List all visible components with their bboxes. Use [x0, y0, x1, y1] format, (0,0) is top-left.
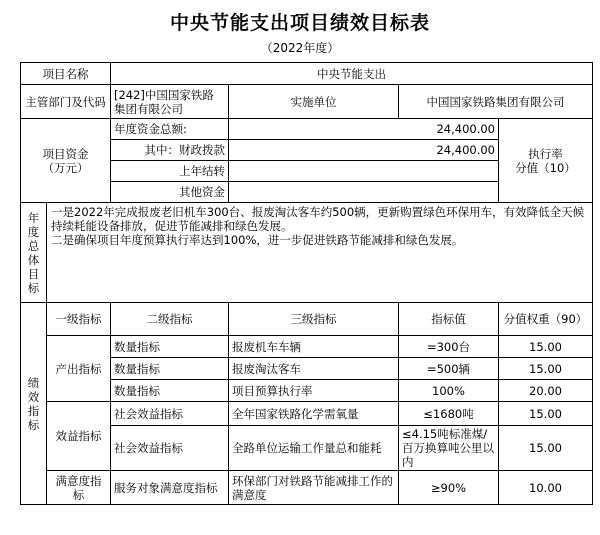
- funds-total-value: 24,400.00: [229, 119, 499, 140]
- row-value: =500辆: [399, 358, 499, 380]
- row-level2: 社会效益指标: [111, 426, 229, 471]
- row-level3: 报废机车车辆: [229, 336, 399, 358]
- funds-label-line2: （万元）: [42, 160, 89, 175]
- row-weight: 15.00: [499, 426, 593, 471]
- perf-label-char: 效: [27, 389, 40, 404]
- perf-label: [21, 303, 47, 505]
- overall-goal-text: [47, 203, 593, 303]
- row-level2: 数量指标: [111, 358, 229, 380]
- group-benefit: 效益指标: [47, 402, 111, 471]
- row-level3: 全路单位运输工作量总和能耗: [229, 426, 399, 471]
- row-level2: 数量指标: [111, 336, 229, 358]
- group-satisfaction: 满意度指标: [47, 471, 111, 505]
- row-level2: 数量指标: [111, 380, 229, 402]
- funds-label: [21, 119, 111, 203]
- header-level3: 三级指标: [229, 303, 399, 336]
- page-title: 中央节能支出项目绩效目标表: [169, 12, 430, 34]
- perf-label-char: 绩: [27, 375, 40, 390]
- row-weight: 10.00: [499, 471, 593, 505]
- row-level3: 报废淘汰客车: [229, 358, 399, 380]
- overall-goal-label: [21, 203, 47, 303]
- project-name-label: 项目名称: [21, 63, 111, 85]
- project-name-value: 中央节能支出: [111, 63, 593, 85]
- row-level3: 全年国家铁路化学需氧量: [229, 402, 399, 426]
- row-value: ≤1680吨: [399, 402, 499, 426]
- row-level3: 项目预算执行率: [229, 380, 399, 402]
- row-weight: 20.00: [499, 380, 593, 402]
- row-weight: 15.00: [499, 336, 593, 358]
- row-weight: 15.00: [499, 402, 593, 426]
- funds-other-value: [229, 182, 499, 203]
- header-level2: 二级指标: [111, 303, 229, 336]
- dept-value: [242]中国国家铁路集团有限公司: [111, 85, 229, 119]
- funds-carryover-label: 上年结转: [111, 161, 229, 182]
- overall-goal-char: 体: [27, 252, 40, 267]
- overall-goal-char: 度: [27, 224, 40, 239]
- performance-table: [20, 62, 593, 505]
- row-level3: 环保部门对铁路节能减排工作的满意度: [229, 471, 399, 505]
- overall-goal-char: 目: [27, 266, 40, 281]
- funds-other-label: 其他资金: [111, 182, 229, 203]
- impl-label: 实施单位: [229, 85, 399, 119]
- row-value: 100%: [399, 380, 499, 402]
- overall-goal-item-1: 一是2022年完成报废老旧机车300台、报废淘汰客车约500辆，更新购置绿色环保用车，有效降低全天候持续耗能设备排放，促进节能减排和绿色发展。: [51, 205, 585, 233]
- header-value: 指标值: [399, 303, 499, 336]
- overall-goal-char: 标: [27, 280, 40, 295]
- funds-fiscal-value: 24,400.00: [229, 140, 499, 161]
- header-weight: 分值权重（90）: [499, 303, 593, 336]
- row-value: ≥90%: [399, 471, 499, 505]
- row-value: =300台: [399, 336, 499, 358]
- row-weight: 15.00: [499, 358, 593, 380]
- perf-label-char: 指: [27, 403, 40, 418]
- overall-goal-char: 总: [27, 238, 40, 253]
- funds-label-line1: 项目资金: [42, 146, 89, 161]
- row-value: ≤4.15吨标准煤/百万换算吨公里以内: [399, 426, 499, 471]
- row-level2: 社会效益指标: [111, 402, 229, 426]
- exec-rate-line2: 分值（10）: [515, 160, 576, 175]
- page-subtitle: （2022年度）: [260, 41, 340, 55]
- overall-goal-item-2: 二是确保项目年度预算执行率达到100%，进一步促进铁路节能减排和绿色发展。: [51, 233, 464, 247]
- header-level1: 一级指标: [47, 303, 111, 336]
- funds-carryover-value: [229, 161, 499, 182]
- perf-label-char: 标: [27, 417, 40, 432]
- exec-rate-cell: [499, 119, 593, 203]
- row-level2: 服务对象满意度指标: [111, 471, 229, 505]
- overall-goal-char: 年: [27, 210, 40, 225]
- exec-rate-line1: 执行率: [528, 146, 563, 161]
- dept-label: 主管部门及代码: [21, 85, 111, 119]
- group-output: 产出指标: [47, 336, 111, 402]
- impl-value: 中国国家铁路集团有限公司: [399, 85, 593, 119]
- funds-total-label: 年度资金总额:: [111, 119, 229, 140]
- funds-fiscal-label: 其中：财政拨款: [111, 140, 229, 161]
